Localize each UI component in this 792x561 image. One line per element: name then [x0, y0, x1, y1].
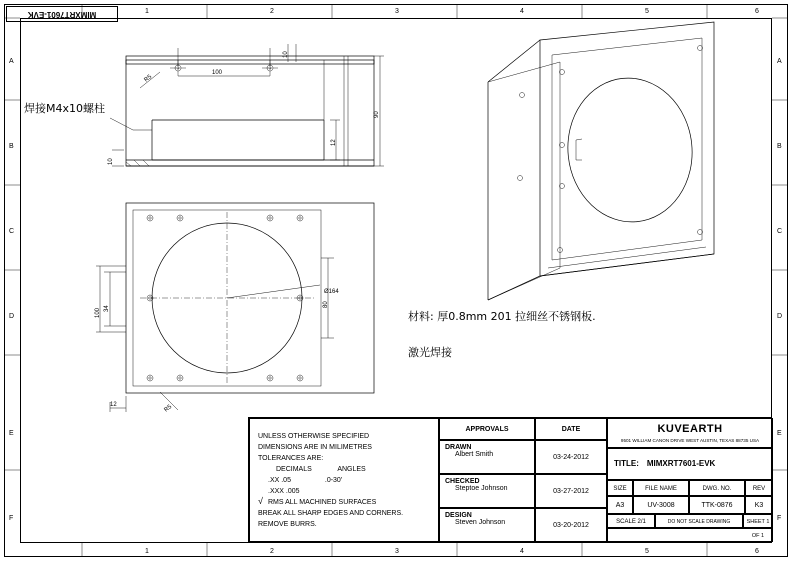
- drawing-title-row: [607, 448, 773, 480]
- note-line-2: DIMENSIONS ARE IN MILIMETRES: [258, 444, 372, 451]
- file-name-header: FILE NAME: [633, 480, 689, 496]
- svg-text:10: 10: [283, 51, 289, 58]
- rev-value: K3: [745, 496, 773, 514]
- svg-text:100: 100: [212, 70, 223, 76]
- approval-role-checked: CHECKED: [445, 478, 480, 485]
- zone-row-a-right: A: [777, 58, 782, 65]
- rev-header: REV: [745, 480, 773, 496]
- approval-date-design: 03-20-2012: [535, 508, 607, 542]
- zone-row-c-left: C: [9, 228, 15, 235]
- note-xxx-tol: .XXX .005: [268, 488, 300, 495]
- approval-role-drawn: DRAWN: [445, 444, 472, 451]
- scale-value: SCALE 2/1: [607, 514, 655, 528]
- svg-text:12: 12: [110, 402, 117, 408]
- zone-row-e-right: E: [777, 430, 782, 437]
- svg-text:90: 90: [374, 111, 380, 118]
- general-notes-panel: UNLESS OTHERWISE SPECIFIED DIMENSIONS ARE IN MILIMETRES TOLERANCES ARE: DECIMALS ANGLES .XX .05 .0-30' .XXX .005 √ RMS ALL MACHINED SURFACES BREAK ALL SHARP EDGES AND CORNERS. REMOVE BURRS.: [249, 418, 439, 542]
- annotation-weld-stud: 焊接M4x10螺柱: [24, 102, 105, 115]
- zone-col-6-top: 6: [755, 8, 759, 15]
- zone-row-b-left: B: [9, 143, 14, 150]
- svg-text:Ø164: Ø164: [324, 289, 339, 295]
- zone-col-2-bottom: 2: [270, 548, 274, 555]
- zone-col-1-top: 1: [145, 8, 149, 15]
- zone-row-e-left: E: [9, 430, 14, 437]
- note-angles-label: ANGLES: [337, 466, 366, 473]
- zone-row-c-right: C: [777, 228, 783, 235]
- zone-row-f-right: F: [777, 515, 782, 522]
- zone-row-a-left: A: [9, 58, 14, 65]
- svg-text:12: 12: [331, 139, 337, 146]
- dwg-no-header: DWG. NO.: [689, 480, 745, 496]
- approval-row-design: [439, 508, 535, 542]
- note-rms-surfaces: RMS ALL MACHINED SURFACES: [268, 499, 377, 506]
- file-name-value: UV-3008: [633, 496, 689, 514]
- zone-col-4-bottom: 4: [520, 548, 524, 555]
- title-value: MIMXRT7601-EVK: [646, 459, 716, 468]
- zone-row-f-left: F: [9, 515, 14, 522]
- company-address: 9501 WILLIAM CANON DRIVE WEST AUSTIN, TEXAS 88735 USA: [620, 438, 760, 443]
- note-line-1: UNLESS OTHERWISE SPECIFIED: [258, 433, 370, 440]
- note-remove-burrs: REMOVE BURRS.: [258, 521, 317, 528]
- note-xx-tol: .XX .05: [268, 477, 291, 484]
- zone-row-b-right: B: [777, 143, 782, 150]
- svg-text:10: 10: [108, 158, 114, 165]
- zone-col-3-top: 3: [395, 8, 399, 15]
- svg-text:80: 80: [323, 301, 329, 308]
- company-name: KUVEARTH: [657, 423, 723, 435]
- approval-name-drawn: Albert Smith: [455, 451, 494, 458]
- svg-text:100: 100: [95, 307, 101, 318]
- zone-col-6-bottom: 6: [755, 548, 759, 555]
- title-label: TITLE:: [614, 459, 639, 468]
- zone-col-2-top: 2: [270, 8, 274, 15]
- zone-col-3-bottom: 3: [395, 548, 399, 555]
- corner-title-box: [6, 6, 118, 22]
- company-block: [607, 418, 773, 448]
- approval-date-drawn: 03-24-2012: [535, 440, 607, 474]
- approval-role-design: DESIGN: [445, 512, 472, 519]
- zone-col-5-top: 5: [645, 8, 649, 15]
- note-line-3: TOLERANCES ARE:: [258, 455, 324, 462]
- approvals-header: APPROVALS: [439, 418, 535, 440]
- corner-title-text: MIMXRT7601-EVK: [27, 10, 97, 19]
- dwg-no-value: TTK-0876: [689, 496, 745, 514]
- zone-row-d-left: D: [9, 313, 15, 320]
- approval-date-checked: 03-27-2012: [535, 474, 607, 508]
- size-header: SIZE: [607, 480, 633, 496]
- do-not-scale-note: DO NOT SCALE DRAWING: [655, 514, 743, 528]
- approval-name-checked: Steptoe Johnson: [455, 485, 508, 492]
- zone-col-4-top: 4: [520, 8, 524, 15]
- size-value: A3: [607, 496, 633, 514]
- svg-text:R5: R5: [163, 404, 174, 414]
- date-header: DATE: [535, 418, 607, 440]
- note-break-edges: BREAK ALL SHARP EDGES AND CORNERS.: [258, 510, 404, 517]
- title-block-footer: [607, 528, 773, 542]
- approval-row-drawn: [439, 440, 535, 474]
- zone-col-1-bottom: 1: [145, 548, 149, 555]
- title-block: [248, 417, 772, 543]
- svg-text:R5: R5: [143, 74, 154, 84]
- annotation-material: 材料: 厚0.8mm 201 拉细丝不锈钢板.: [408, 310, 596, 323]
- approval-name-design: Steven Johnson: [455, 519, 506, 526]
- zone-row-d-right: D: [777, 313, 783, 320]
- zone-col-5-bottom: 5: [645, 548, 649, 555]
- note-decimals-label: DECIMALS: [276, 466, 312, 473]
- annotation-process: 激光焊接: [408, 346, 452, 359]
- sheet-number: SHEET 1 OF 1: [743, 514, 773, 528]
- note-angle-tol: .0-30': [324, 477, 343, 484]
- svg-text:34: 34: [104, 305, 110, 312]
- approval-row-checked: [439, 474, 535, 508]
